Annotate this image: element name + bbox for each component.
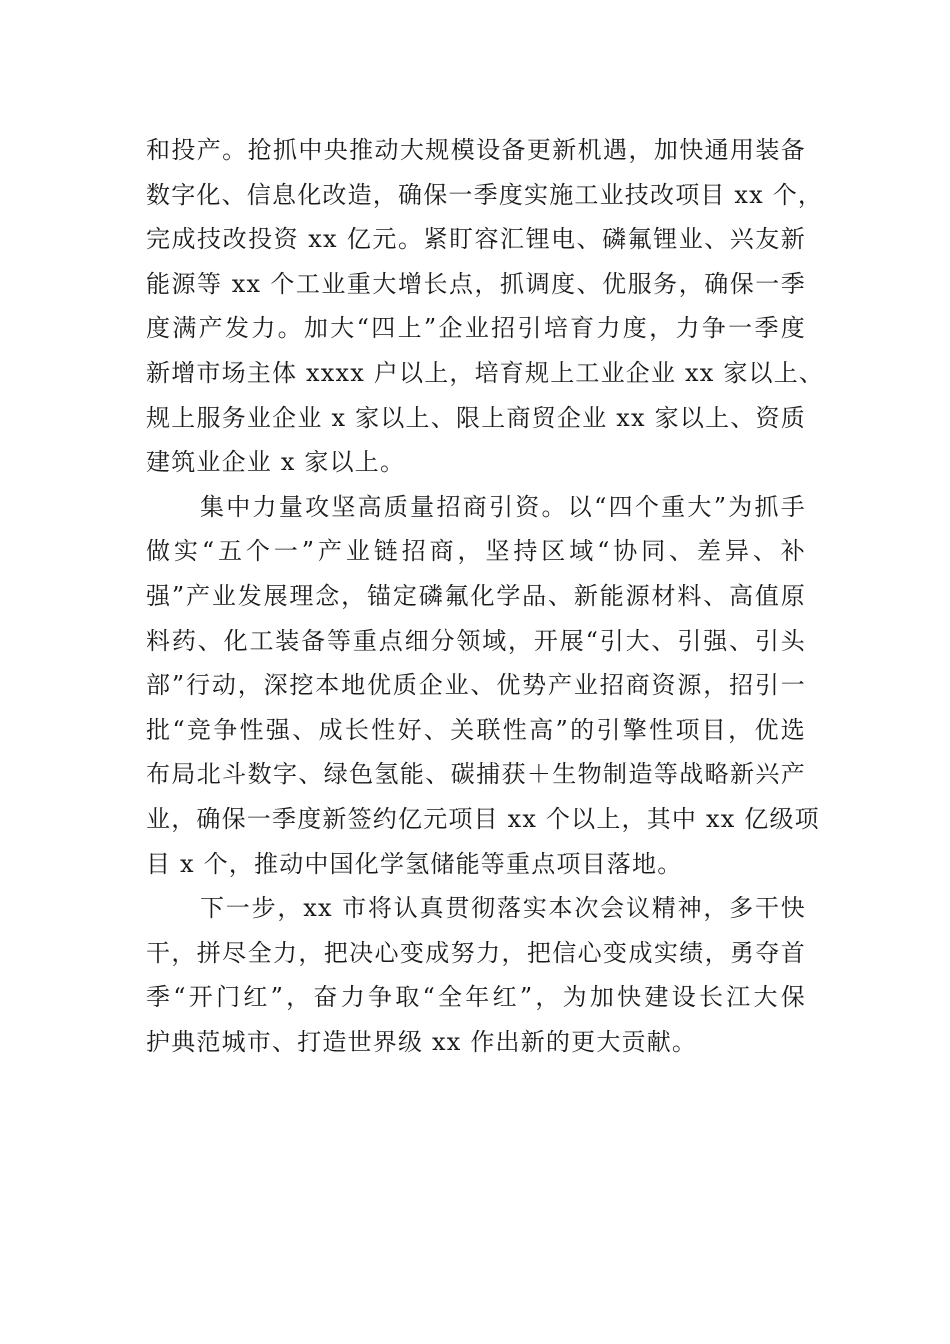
text-line: 批“竞争性强、成长性好、关联性高”的引擎性项目，优选 [146, 715, 806, 744]
text-line: 数字化、信息化改造，确保一季度实施工业技改项目 xx 个， [146, 180, 824, 209]
text-line: 下一步，xx 市将认真贯彻落实本次会议精神，多干快 [200, 894, 806, 923]
text-line: 建筑业企业 x 家以上。 [146, 448, 406, 477]
text-line: 部”行动，深挖本地优质企业、优势产业招商资源，招引一 [146, 671, 806, 700]
text-line: 护典范城市、打造世界级 xx 作出新的更大贡献。 [146, 1027, 698, 1056]
text-line: 规上服务业企业 x 家以上、限上商贸企业 xx 家以上、资质 [146, 403, 806, 432]
text-line: 完成技改投资 xx 亿元。紧盯容汇锂电、磷氟锂业、兴友新 [146, 225, 806, 254]
text-line: 目 x 个，推动中国化学氢储能等重点项目落地。 [146, 849, 683, 878]
paragraph-3 [146, 886, 806, 1064]
text-line: 干，拼尽全力，把决心变成努力，把信心变成实绩，勇夺首 [146, 938, 806, 967]
text-line: 布局北斗数字、绿色氢能、碳捕获＋生物制造等战略新兴产 [146, 760, 806, 789]
text-line: 季“开门红”，奋力争取“全年红”，为加快建设长江大保 [146, 983, 806, 1012]
text-line: 料药、化工装备等重点细分领域，开展“引大、引强、引头 [146, 626, 806, 655]
text-line: 业，确保一季度新签约亿元项目 xx 个以上，其中 xx 亿级项 [146, 804, 820, 833]
text-line: 集中力量攻坚高质量招商引资。以“四个重大”为抓手 [200, 492, 806, 521]
text-line: 强”产业发展理念，锚定磷氟化学品、新能源材料、高值原 [146, 581, 806, 610]
text-line: 做实“五个一”产业链招商，坚持区域“协同、差异、补 [146, 537, 806, 566]
text-line: 度满产发力。加大“四上”企业招引培育力度，力争一季度 [146, 314, 806, 343]
document-body [146, 128, 825, 1064]
text-line: 和投产。抢抓中央推动大规模设备更新机遇，加快通用装备 [146, 136, 806, 164]
paragraph-2 [146, 485, 820, 886]
paragraph-1 [146, 128, 825, 485]
text-line: 能源等 xx 个工业重大增长点，抓调度、优服务，确保一季 [146, 269, 806, 298]
text-line: 新增市场主体 xxxx 户以上，培育规上工业企业 xx 家以上、 [146, 358, 825, 387]
